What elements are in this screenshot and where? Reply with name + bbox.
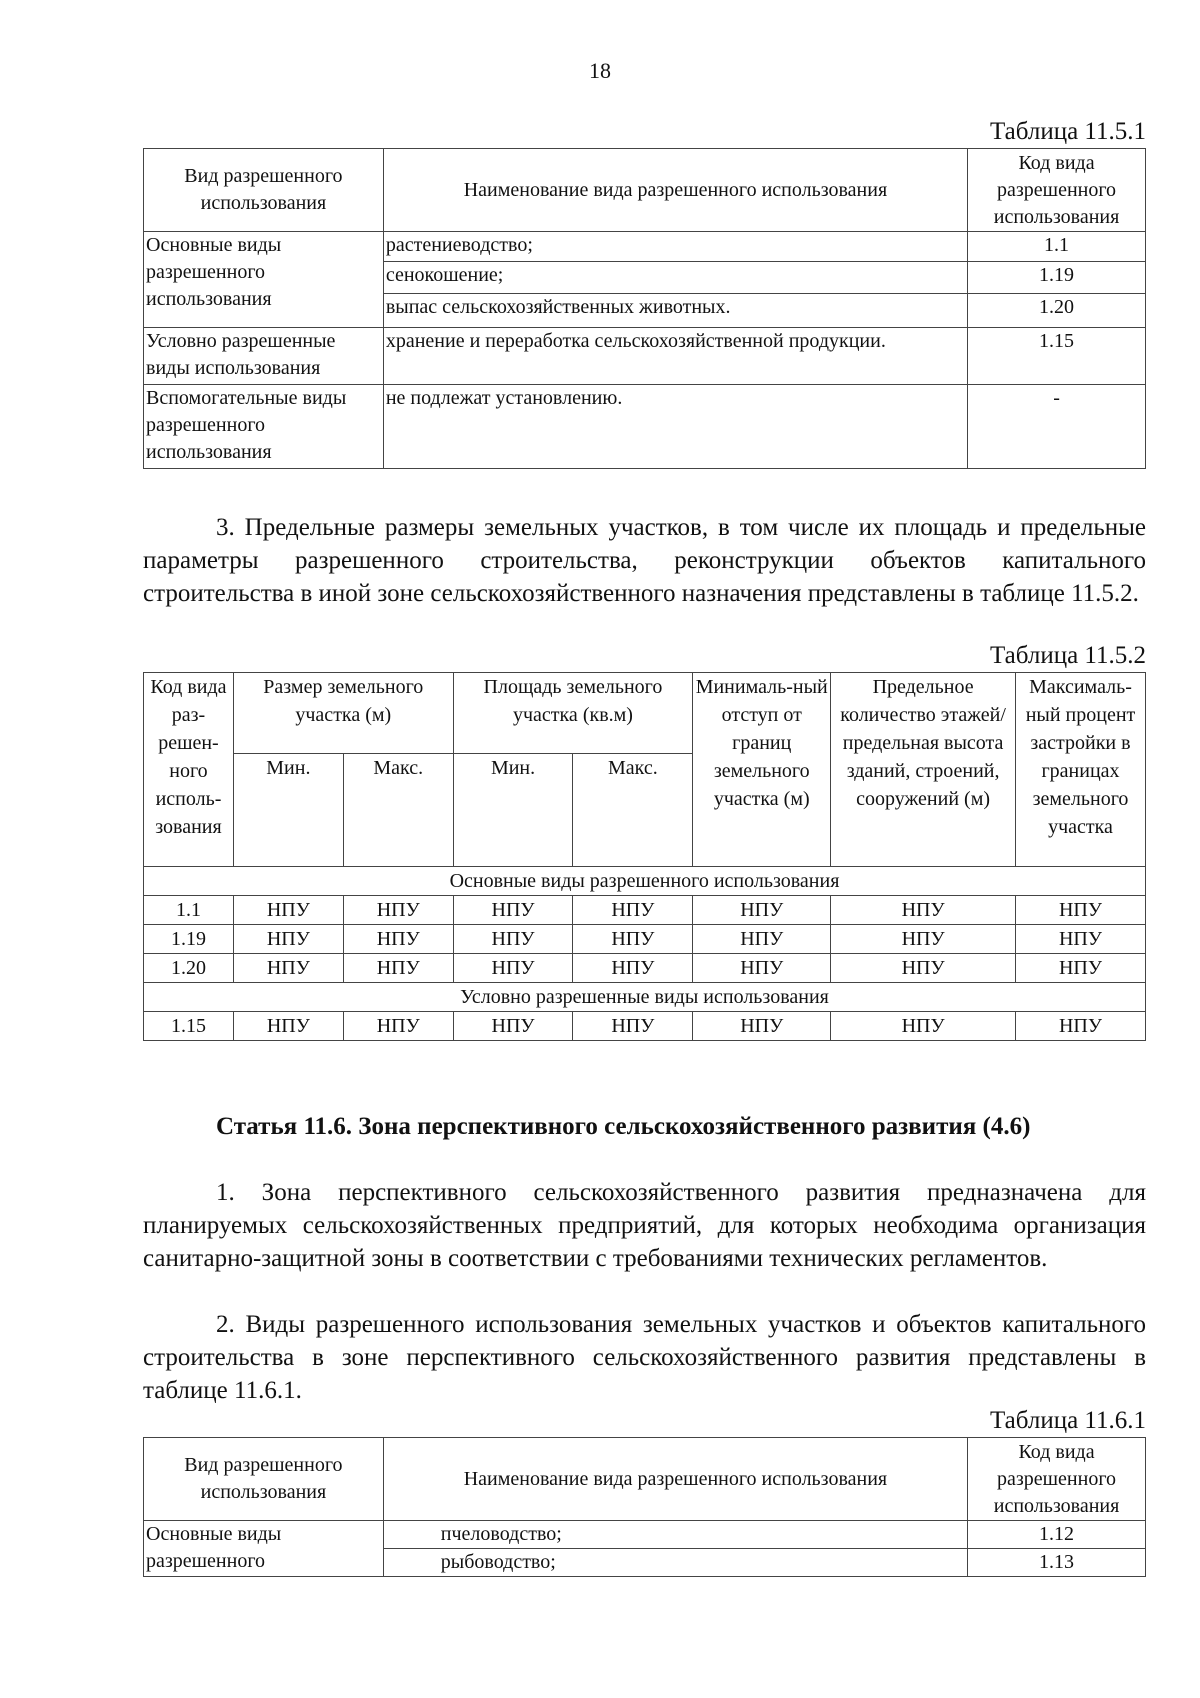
header-area-max: Макс. bbox=[573, 754, 693, 867]
table-cell: НПУ bbox=[343, 896, 453, 925]
article-title: Статья 11.6. Зона перспективного сельскохозяйственного развития (4.6) bbox=[216, 1113, 1031, 1140]
table-cell: 1.15 bbox=[144, 1012, 234, 1041]
paragraph-2: 2. Виды разрешенного использования земельных участков и объектов капитального строительства в зоне перспективного сельскохозяйственного развития представлены в таблице 11.6.1. bbox=[143, 1311, 1146, 1404]
table-cell: хранение и переработка сельскохозяйственной продукции. bbox=[383, 328, 967, 385]
table-cell: НПУ bbox=[1015, 896, 1145, 925]
header-floors: Предельное количество этажей/ предельная высота зданий, строений, сооружений (м) bbox=[831, 673, 1016, 867]
table-caption: Таблица 11.5.2 bbox=[990, 642, 1146, 669]
table-cell: пчеловодство; bbox=[383, 1521, 967, 1549]
table-cell: НПУ bbox=[233, 1012, 343, 1041]
table-cell: НПУ bbox=[831, 925, 1016, 954]
table-cell: 1.15 bbox=[968, 328, 1146, 385]
page-number: 18 bbox=[589, 58, 611, 83]
table-cell: НПУ bbox=[343, 925, 453, 954]
table-cell: 1.13 bbox=[968, 1549, 1146, 1577]
table-header-cell: Вид разрешенного использования bbox=[144, 1438, 384, 1521]
table-header-cell: Наименование вида разрешенного использования bbox=[383, 149, 967, 232]
table-cell: НПУ bbox=[831, 954, 1016, 983]
group-label-main: Основные виды разрешенного использования bbox=[144, 232, 384, 328]
table-cell: выпас сельскохозяйственных животных. bbox=[383, 294, 967, 328]
table-cell: 1.1 bbox=[144, 896, 234, 925]
group-label-main: Основные виды разрешенного bbox=[144, 1521, 384, 1577]
group-label-auxiliary: Вспомогательные виды разрешенного использования bbox=[144, 385, 384, 469]
paragraph-1: 1. Зона перспективного сельскохозяйственного развития предназначена для планируемых сельскохозяйственных предприятий, для которых необходима организация санитарно-защитной зоны в соответствии с требованиями технических регламентов. bbox=[143, 1179, 1146, 1272]
table-cell: - bbox=[968, 385, 1146, 469]
table-cell: растениеводство; bbox=[383, 232, 967, 262]
table-cell: НПУ bbox=[831, 1012, 1016, 1041]
header-area: Площадь земельного участка (кв.м) bbox=[453, 673, 693, 754]
group-label-conditional: Условно разрешенные виды использования bbox=[144, 328, 384, 385]
table-cell: 1.19 bbox=[144, 925, 234, 954]
header-code: Код вида раз-решен-ного исполь-зования bbox=[144, 673, 234, 867]
table-cell: 1.20 bbox=[968, 294, 1146, 328]
table-row bbox=[144, 954, 1146, 983]
table-header-cell: Код вида разрешенного использования bbox=[968, 149, 1146, 232]
table-cell: 1.20 bbox=[144, 954, 234, 983]
table-cell: НПУ bbox=[233, 896, 343, 925]
table-cell: 1.1 bbox=[968, 232, 1146, 262]
table-cell: не подлежат установлению. bbox=[383, 385, 967, 469]
table-cell: 1.12 bbox=[968, 1521, 1146, 1549]
table-cell: НПУ bbox=[453, 1012, 573, 1041]
table-cell: НПУ bbox=[1015, 925, 1145, 954]
section-conditional: Условно разрешенные виды использования bbox=[144, 983, 1146, 1012]
table-11-6-1 bbox=[143, 1437, 1146, 1577]
table-cell: НПУ bbox=[693, 925, 831, 954]
table-cell: рыбоводство; bbox=[383, 1549, 967, 1577]
table-header-cell: Вид разрешенного использования bbox=[144, 149, 384, 232]
header-indent: Минималь-ный отступ от границ земельного участка (м) bbox=[693, 673, 831, 867]
table-cell: НПУ bbox=[573, 896, 693, 925]
table-caption: Таблица 11.6.1 bbox=[990, 1407, 1146, 1434]
header-size: Размер земельного участка (м) bbox=[233, 673, 453, 754]
table-cell: НПУ bbox=[233, 925, 343, 954]
table-cell: НПУ bbox=[453, 896, 573, 925]
table-caption: Таблица 11.5.1 bbox=[990, 118, 1146, 145]
table-cell: НПУ bbox=[343, 954, 453, 983]
table-11-5-2 bbox=[143, 672, 1146, 1041]
table-header-cell: Код вида разрешенного использования bbox=[968, 1438, 1146, 1521]
table-cell: НПУ bbox=[693, 954, 831, 983]
table-cell: НПУ bbox=[453, 925, 573, 954]
table-cell: сенокошение; bbox=[383, 262, 967, 294]
table-row bbox=[144, 896, 1146, 925]
table-cell: НПУ bbox=[1015, 954, 1145, 983]
table-header-cell: Наименование вида разрешенного использования bbox=[383, 1438, 967, 1521]
header-area-min: Мин. bbox=[453, 754, 573, 867]
section-main: Основные виды разрешенного использования bbox=[144, 867, 1146, 896]
header-percent: Максималь-ный процент застройки в границах земельного участка bbox=[1015, 673, 1145, 867]
table-cell: НПУ bbox=[693, 896, 831, 925]
header-size-max: Макс. bbox=[343, 754, 453, 867]
table-cell: НПУ bbox=[453, 954, 573, 983]
paragraph-3: 3. Предельные размеры земельных участков, в том числе их площадь и предельные параметры разрешенного строительства, реконструкции объектов капитального строительства в иной зоне сельскохозяйственного назначения представлены в таблице 11.5.2. bbox=[143, 514, 1146, 607]
table-cell: НПУ bbox=[573, 954, 693, 983]
table-cell: НПУ bbox=[573, 1012, 693, 1041]
table-cell: НПУ bbox=[1015, 1012, 1145, 1041]
table-row bbox=[144, 1012, 1146, 1041]
table-cell: НПУ bbox=[233, 954, 343, 983]
table-11-5-1 bbox=[143, 148, 1146, 469]
table-cell: 1.19 bbox=[968, 262, 1146, 294]
table-cell: НПУ bbox=[573, 925, 693, 954]
table-cell: НПУ bbox=[343, 1012, 453, 1041]
table-cell: НПУ bbox=[693, 1012, 831, 1041]
header-size-min: Мин. bbox=[233, 754, 343, 867]
table-row bbox=[144, 925, 1146, 954]
table-cell: НПУ bbox=[831, 896, 1016, 925]
